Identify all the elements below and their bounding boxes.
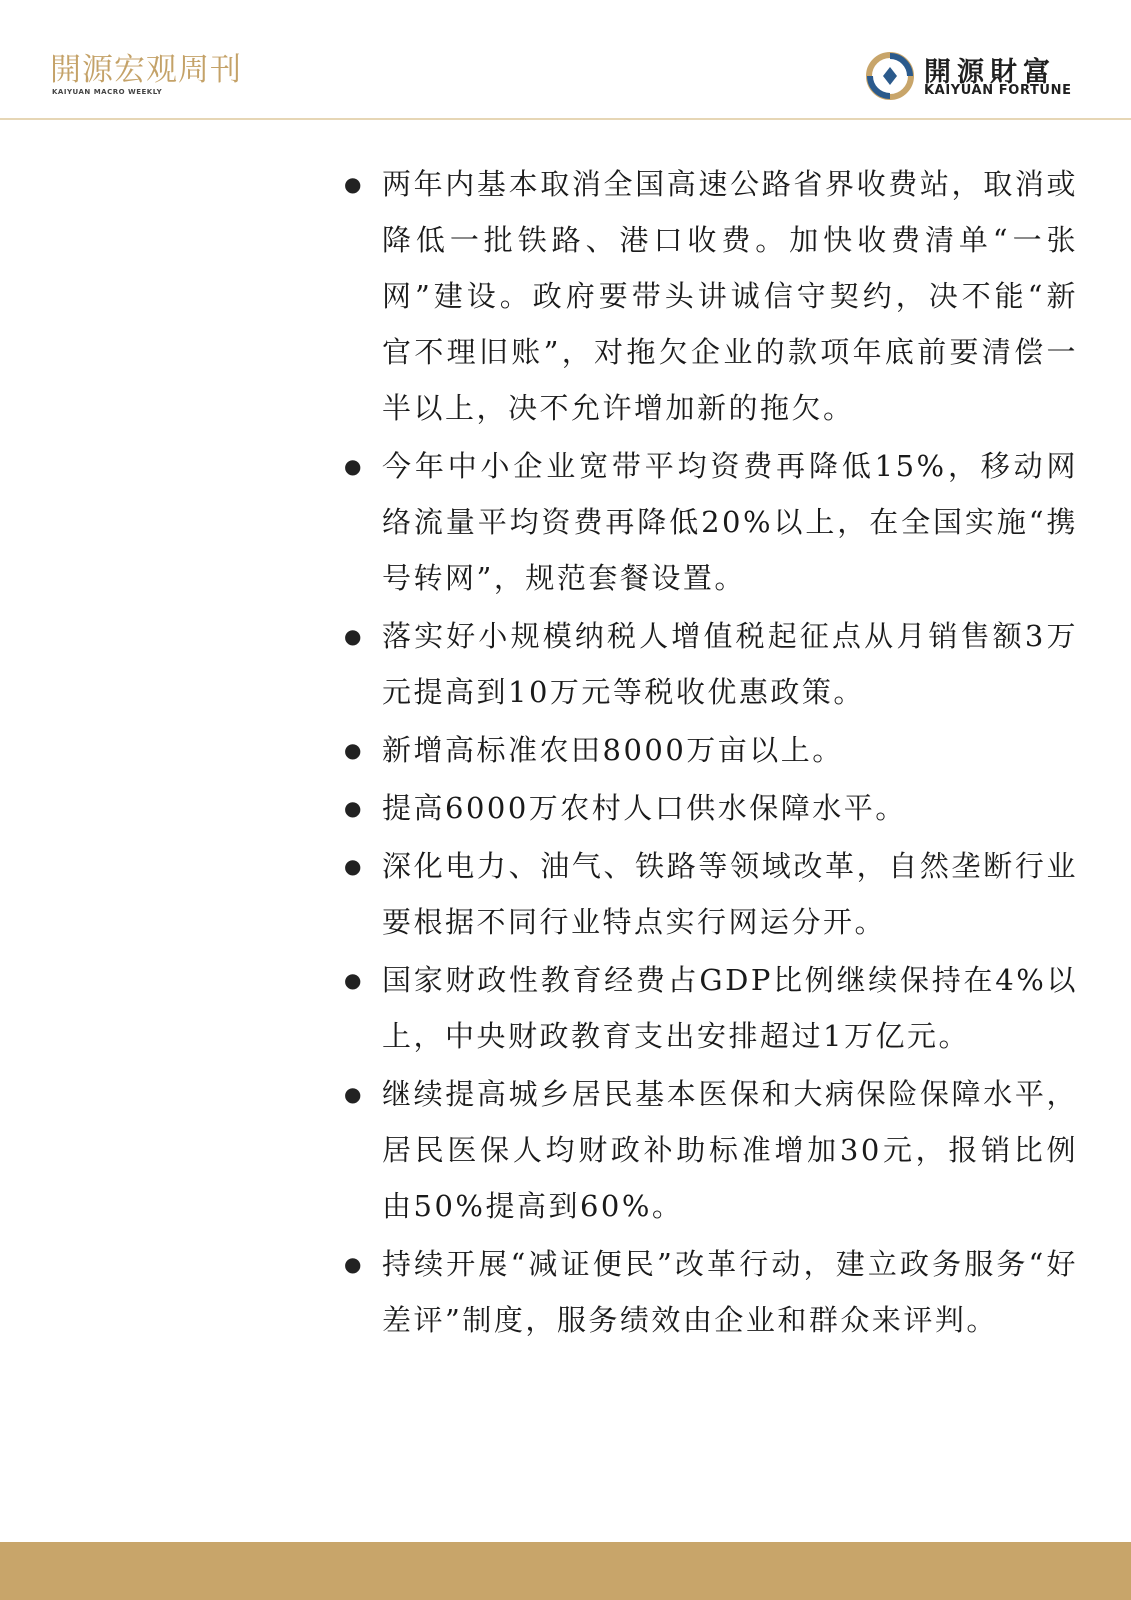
list-item	[340, 1066, 1078, 1234]
list-item	[340, 156, 1078, 436]
list-item	[340, 1236, 1078, 1348]
list-item-text: 落实好小规模纳税人增值税起征点从月销售额3万元提高到10万元等税收优惠政策。	[382, 619, 1078, 709]
bullet-icon: ●	[344, 968, 362, 992]
kaiyuan-logo-icon	[866, 52, 914, 100]
logo-name-en: KAIYUAN FORTUNE	[924, 83, 1072, 98]
list-item-text: 继续提高城乡居民基本医保和大病保险保障水平，居民医保人均财政补助标准增加30元，报销比例由50%提高到60%。	[382, 1077, 1078, 1223]
list-item	[340, 838, 1078, 950]
list-item-text: 两年内基本取消全国高速公路省界收费站，取消或降低一批铁路、港口收费。加快收费清单“一张网”建设。政府要带头讲诚信守契约，决不能“新官不理旧账”，对拖欠企业的款项年底前要清偿一半以上，决不允许增加新的拖欠。	[382, 167, 1078, 425]
publication-subtitle: KAIYUAN MACRO WEEKLY	[52, 88, 163, 96]
page-header	[0, 0, 1131, 120]
list-item-text: 今年中小企业宽带平均资费再降低15%，移动网络流量平均资费再降低20%以上，在全国实施“携号转网”，规范套餐设置。	[382, 449, 1078, 595]
list-item	[340, 780, 1078, 836]
logo-name-cn: 開源財富	[924, 57, 1056, 88]
bullet-icon: ●	[344, 1082, 362, 1106]
bullet-icon: ●	[344, 738, 362, 762]
list-item	[340, 952, 1078, 1064]
bullet-icon: ●	[344, 454, 362, 478]
list-item	[340, 438, 1078, 606]
bullet-icon: ●	[344, 1252, 362, 1276]
bullet-icon: ●	[344, 796, 362, 820]
bullet-list	[340, 156, 1078, 1350]
list-item-text: 深化电力、油气、铁路等领域改革，自然垄断行业要根据不同行业特点实行网运分开。	[382, 849, 1078, 939]
list-item	[340, 608, 1078, 720]
footer-bar	[0, 1542, 1131, 1600]
publication-title: 開源宏观周刊	[50, 52, 242, 88]
list-item	[340, 722, 1078, 778]
list-item-text: 新增高标准农田8000万亩以上。	[382, 733, 844, 767]
bullet-icon: ●	[344, 624, 362, 648]
list-item-text: 国家财政性教育经费占GDP比例继续保持在4%以上，中央财政教育支出安排超过1万亿元。	[382, 963, 1078, 1053]
bullet-icon: ●	[344, 172, 362, 196]
list-item-text: 持续开展“减证便民”改革行动，建立政务服务“好差评”制度，服务绩效由企业和群众来评判。	[382, 1247, 1078, 1337]
company-logo	[866, 50, 1086, 102]
bullet-icon: ●	[344, 854, 362, 878]
list-item-text: 提高6000万农村人口供水保障水平。	[382, 791, 907, 825]
